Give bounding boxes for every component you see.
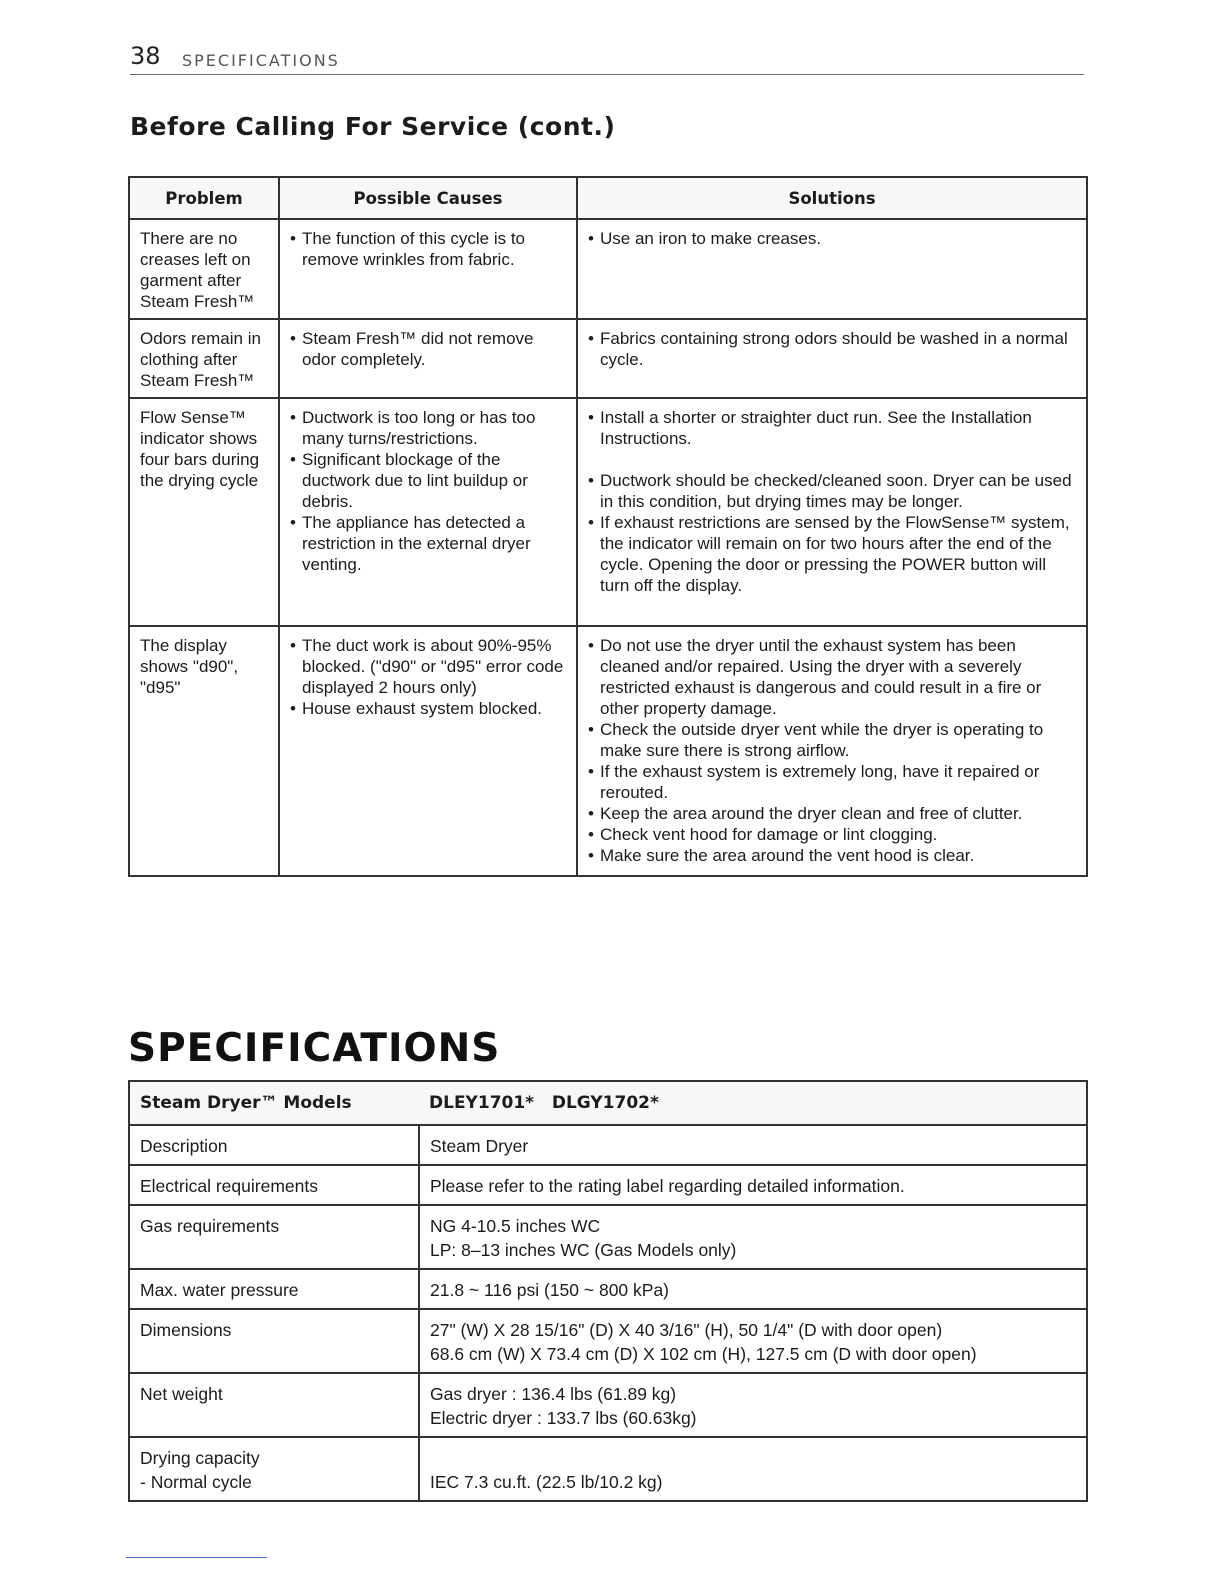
specifications-table — [128, 1080, 1088, 1502]
spec-value — [419, 1373, 1087, 1437]
cause-item: • The function of this cycle is to remove wrinkles from fabric. — [290, 228, 566, 270]
spec-label: Net weight — [129, 1373, 419, 1437]
solutions-cell — [577, 319, 1087, 398]
spec-value: Please refer to the rating label regarding detailed information. — [419, 1165, 1087, 1205]
problem-cell: Flow Sense™ indicator shows four bars during the drying cycle — [129, 398, 279, 626]
spec-label: Description — [129, 1125, 419, 1165]
causes-cell — [279, 219, 577, 319]
solutions-cell — [577, 626, 1087, 876]
cause-item: • Steam Fresh™ did not remove odor completely. — [290, 328, 566, 370]
spec-value — [419, 1309, 1087, 1373]
cause-item: • The appliance has detected a restriction in the external dryer venting. — [290, 512, 566, 575]
solution-item: • Do not use the dryer until the exhaust system has been cleaned and/or repaired. Using the dryer with a severely restricted exhaust is dangerous and could result in a fire or other property damage. — [588, 635, 1076, 719]
solution-item: • Keep the area around the dryer clean and free of clutter. — [588, 803, 1076, 824]
spec-label: Electrical requirements — [129, 1165, 419, 1205]
spec-row — [129, 1373, 1087, 1437]
spec-value-line: 68.6 cm (W) X 73.4 cm (D) X 102 cm (H), 127.5 cm (D with door open) — [430, 1344, 977, 1364]
spec-row — [129, 1309, 1087, 1373]
table-row — [129, 398, 1087, 626]
causes-cell — [279, 319, 577, 398]
problem-cell: There are no creases left on garment after Steam Fresh™ — [129, 219, 279, 319]
solution-item: • Make sure the area around the vent hood is clear. — [588, 845, 1076, 866]
spec-label — [129, 1437, 419, 1501]
solution-item: • Use an iron to make creases. — [588, 228, 1076, 249]
page-header — [130, 42, 1084, 75]
footer-link-line — [126, 1557, 267, 1558]
page-section-label: SPECIFICATIONS — [182, 51, 340, 70]
spec-label: Gas requirements — [129, 1205, 419, 1269]
models-label: Steam Dryer™ Models — [129, 1081, 419, 1125]
spec-value-line: LP: 8–13 inches WC (Gas Models only) — [430, 1240, 737, 1260]
solution-item: • Fabrics containing strong odors should be washed in a normal cycle. — [588, 328, 1076, 370]
spec-row — [129, 1125, 1087, 1165]
problem-cell: The display shows "d90", "d95" — [129, 626, 279, 876]
spec-value: 21.8 ~ 116 psi (150 ~ 800 kPa) — [419, 1269, 1087, 1309]
problem-cell: Odors remain in clothing after Steam Fresh™ — [129, 319, 279, 398]
causes-cell — [279, 626, 577, 876]
solution-item: • Ductwork should be checked/cleaned soon. Dryer can be used in this condition, but drying times may be longer. — [588, 470, 1076, 512]
cause-item: • The duct work is about 90%-95% blocked. ("d90" or "d95" error code displayed 2 hours only) — [290, 635, 566, 698]
spec-label: Max. water pressure — [129, 1269, 419, 1309]
model-numbers: DLEY1701* DLGY1702* — [419, 1081, 1087, 1125]
solution-item: • Check vent hood for damage or lint clogging. — [588, 824, 1076, 845]
table-row — [129, 319, 1087, 398]
solution-item: • Install a shorter or straighter duct run. See the Installation Instructions. — [588, 407, 1076, 449]
solutions-cell — [577, 219, 1087, 319]
column-header-causes: Possible Causes — [279, 177, 577, 219]
troubleshooting-table — [128, 176, 1088, 877]
spec-value: Steam Dryer — [419, 1125, 1087, 1165]
spec-row — [129, 1269, 1087, 1309]
spec-label-line: Drying capacity — [140, 1448, 260, 1468]
column-header-solutions: Solutions — [577, 177, 1087, 219]
solutions-cell — [577, 398, 1087, 626]
cause-item: • Ductwork is too long or has too many turns/restrictions. — [290, 407, 566, 449]
column-header-problem: Problem — [129, 177, 279, 219]
specifications-title: SPECIFICATIONS — [128, 1026, 501, 1071]
spec-label-line: - Normal cycle — [140, 1472, 252, 1492]
page-number: 38 — [130, 42, 161, 70]
table-row — [129, 219, 1087, 319]
spec-value-line: Gas dryer : 136.4 lbs (61.89 kg) — [430, 1384, 677, 1404]
table-row — [129, 626, 1087, 876]
solution-item: • Check the outside dryer vent while the dryer is operating to make sure there is strong airflow. — [588, 719, 1076, 761]
spec-value-line: NG 4-10.5 inches WC — [430, 1216, 601, 1236]
spec-row — [129, 1165, 1087, 1205]
causes-cell — [279, 398, 577, 626]
solution-item: • If exhaust restrictions are sensed by the FlowSense™ system, the indicator will remain on for two hours after the end of the cycle. Opening the door or pressing the POWER button will turn off the display. — [588, 512, 1076, 596]
spec-value: IEC 7.3 cu.ft. (22.5 lb/10.2 kg) — [419, 1437, 1087, 1501]
cause-item: • House exhaust system blocked. — [290, 698, 566, 719]
solution-item: • If the exhaust system is extremely long, have it repaired or rerouted. — [588, 761, 1076, 803]
spec-row — [129, 1205, 1087, 1269]
table-header-row — [129, 177, 1087, 219]
spec-row — [129, 1437, 1087, 1501]
spec-value — [419, 1205, 1087, 1269]
spec-value-line: Electric dryer : 133.7 lbs (60.63kg) — [430, 1408, 697, 1428]
spec-value-line: 27" (W) X 28 15/16" (D) X 40 3/16" (H), 50 1/4" (D with door open) — [430, 1320, 943, 1340]
cause-item: • Significant blockage of the ductwork due to lint buildup or debris. — [290, 449, 566, 512]
spec-label: Dimensions — [129, 1309, 419, 1373]
spec-header-row — [129, 1081, 1087, 1125]
service-section-title: Before Calling For Service (cont.) — [130, 112, 616, 141]
